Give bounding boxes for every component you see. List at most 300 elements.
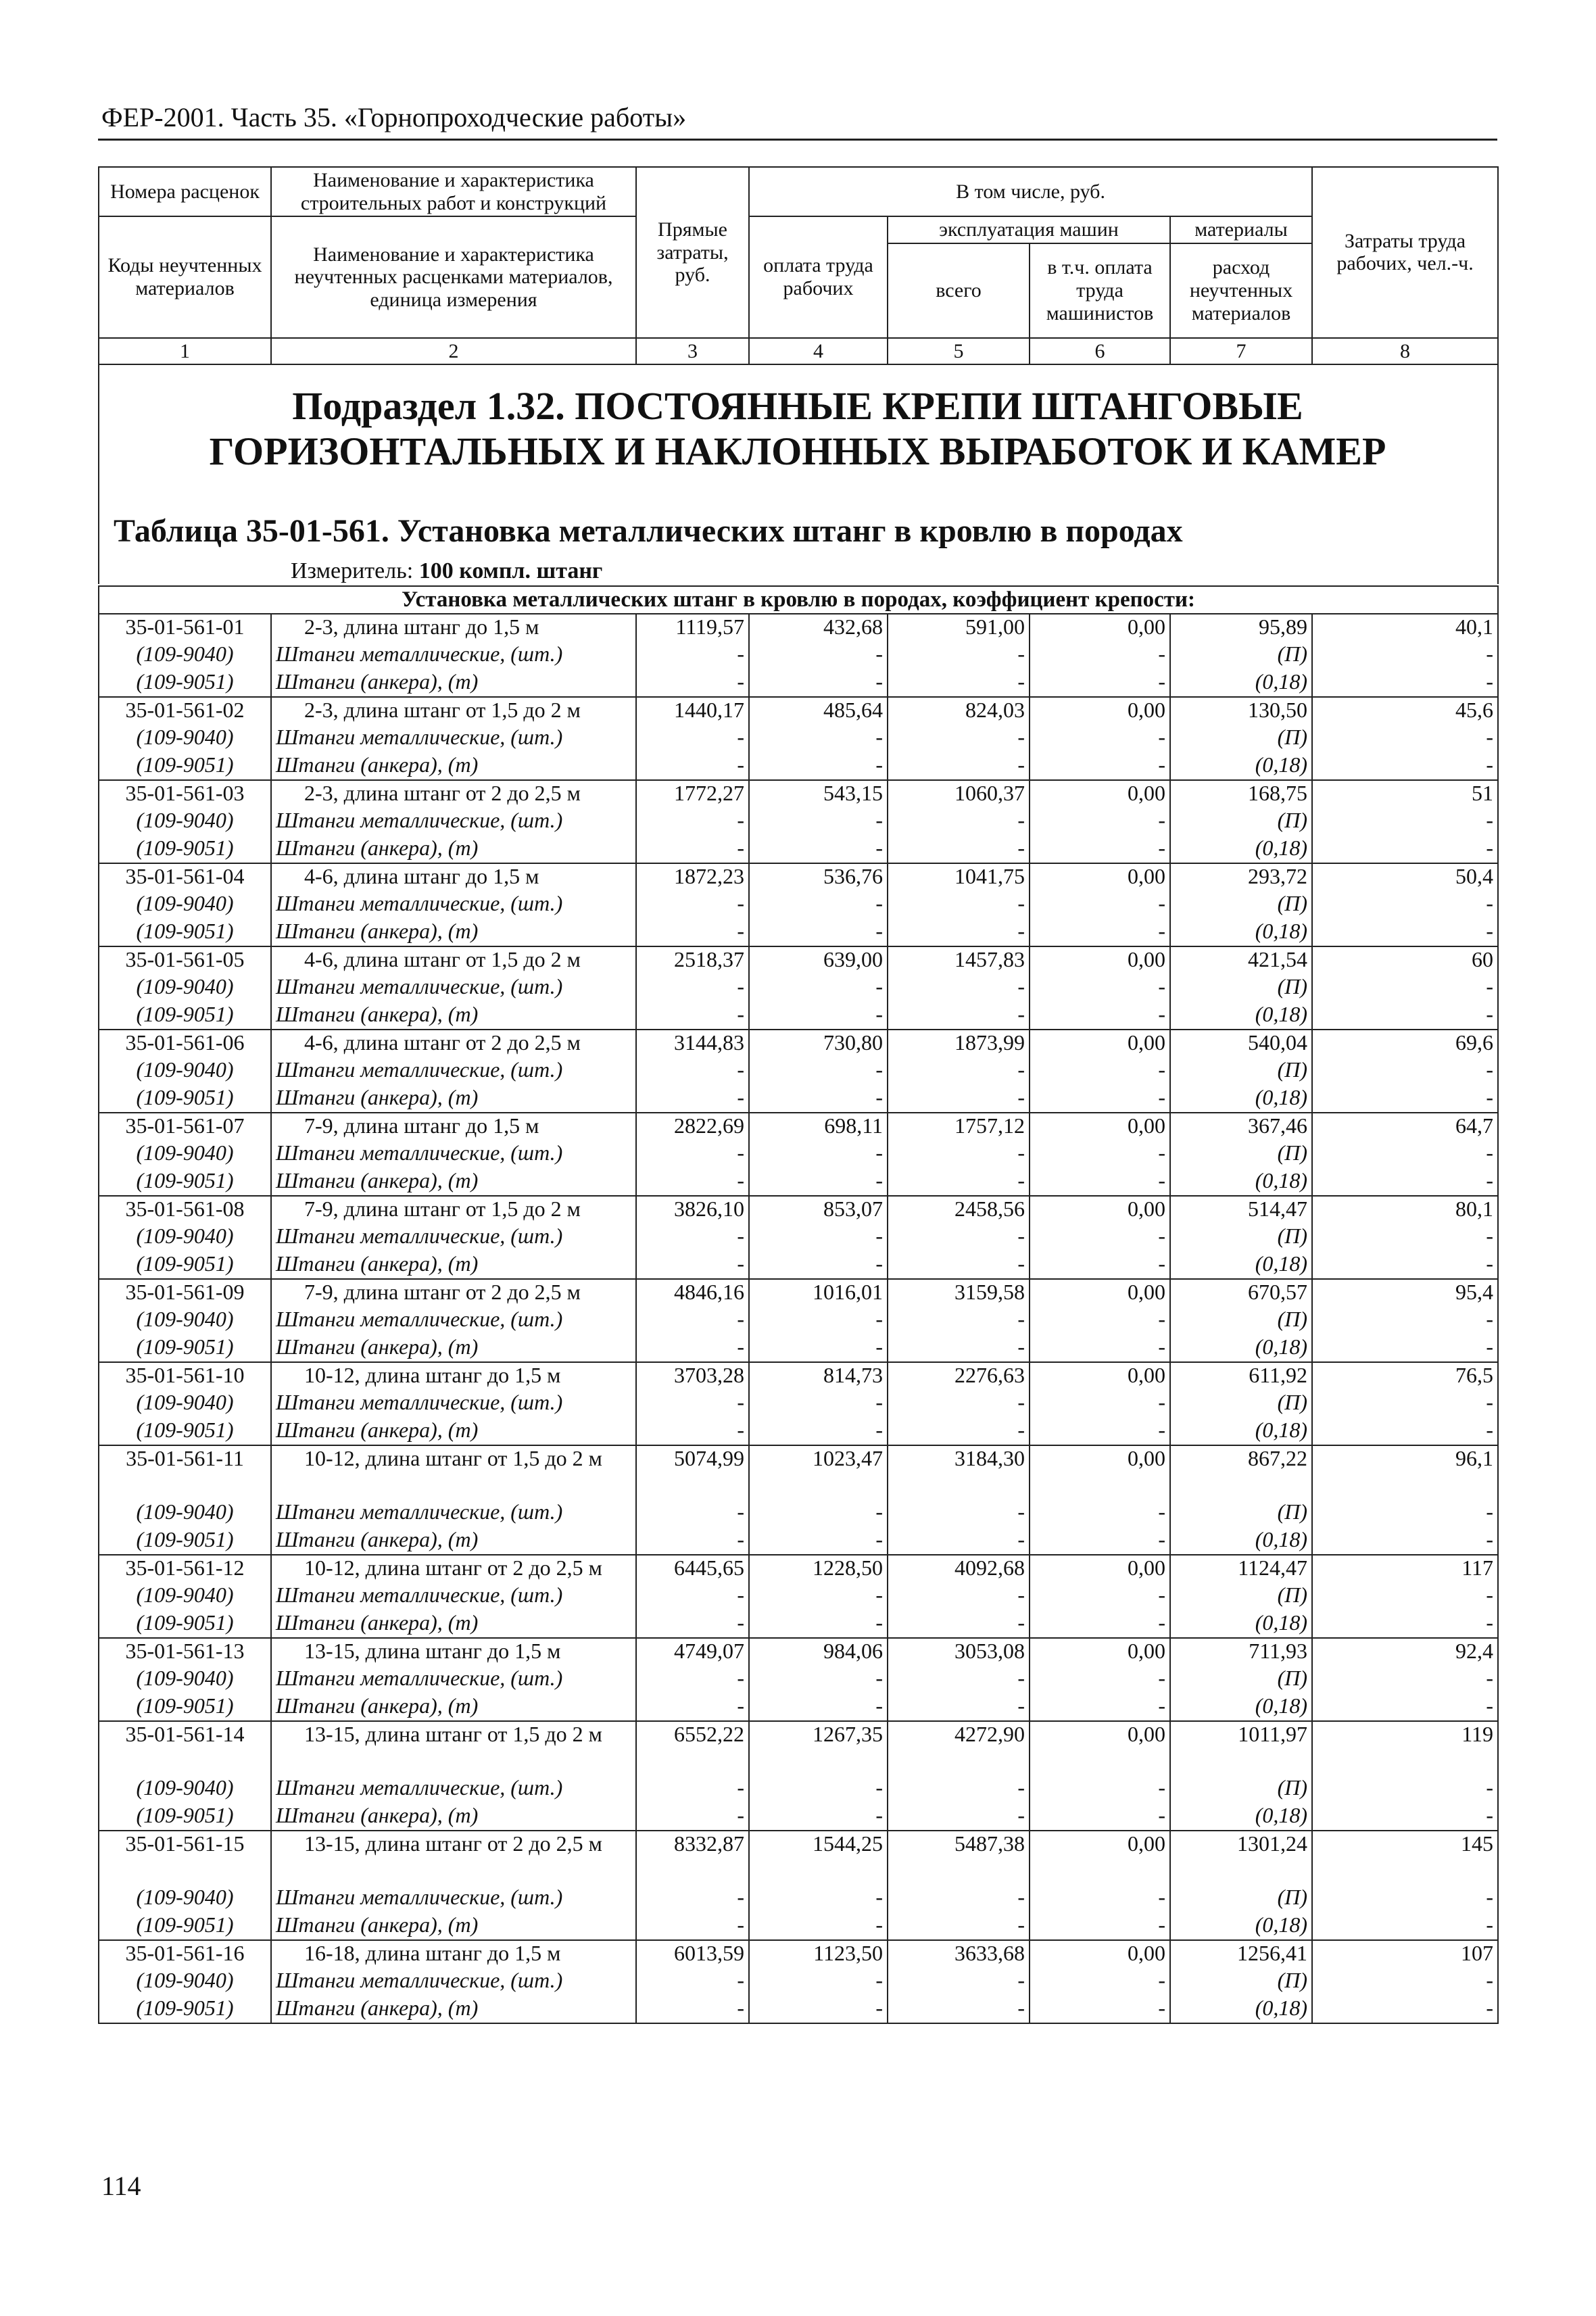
- empty-dash: -: [636, 669, 749, 697]
- empty-dash: -: [888, 919, 1030, 946]
- empty-dash: -: [888, 1085, 1030, 1113]
- machine-total: 2458,56: [888, 1196, 1030, 1224]
- empty-dash: -: [1312, 1583, 1498, 1610]
- empty-dash: -: [749, 1775, 888, 1803]
- labor-pay: 543,15: [749, 780, 888, 808]
- material-code: (109-9040): [99, 1307, 271, 1334]
- material-code: (109-9051): [99, 669, 271, 697]
- machine-labor: 0,00: [1030, 780, 1170, 808]
- rate-code: 35-01-561-04: [99, 863, 271, 891]
- empty-dash: -: [888, 1912, 1030, 1940]
- material-row: [99, 1968, 1498, 1996]
- direct-cost: 6445,65: [636, 1555, 749, 1583]
- empty-dash: -: [636, 1057, 749, 1085]
- labor-hours: 51: [1312, 780, 1498, 808]
- empty-dash: -: [1312, 919, 1498, 946]
- machine-labor: 0,00: [1030, 1721, 1170, 1775]
- header-incl-group: В том числе, руб.: [749, 167, 1312, 216]
- rate-code: 35-01-561-13: [99, 1638, 271, 1666]
- empty-dash: -: [749, 974, 888, 1002]
- empty-dash: -: [636, 1418, 749, 1445]
- direct-cost: 2822,69: [636, 1113, 749, 1140]
- header-number: 8: [1312, 338, 1498, 365]
- material-qty: (П): [1170, 1666, 1312, 1693]
- empty-dash: -: [636, 1583, 749, 1610]
- empty-dash: -: [636, 1140, 749, 1168]
- material-code: (109-9040): [99, 1390, 271, 1418]
- empty-dash: -: [749, 725, 888, 752]
- labor-hours: 117: [1312, 1555, 1498, 1583]
- empty-dash: -: [888, 725, 1030, 752]
- empty-dash: -: [636, 1307, 749, 1334]
- header-col1-bottom: Коды неучтенных материалов: [99, 216, 271, 338]
- rate-name: 13-15, длина штанг от 1,5 до 2 м: [271, 1721, 636, 1775]
- rate-code: 35-01-561-08: [99, 1196, 271, 1224]
- empty-dash: -: [1312, 836, 1498, 863]
- empty-dash: -: [1030, 669, 1170, 697]
- empty-dash: -: [888, 1527, 1030, 1555]
- material-row: [99, 1912, 1498, 1940]
- empty-dash: -: [1030, 919, 1170, 946]
- empty-dash: -: [1030, 1140, 1170, 1168]
- material-name: Штанги (анкера), (т): [271, 919, 636, 946]
- labor-pay: 730,80: [749, 1030, 888, 1057]
- rate-name: 4-6, длина штанг до 1,5 м: [271, 863, 636, 891]
- material-name: Штанги (анкера), (т): [271, 1251, 636, 1279]
- material-qty: (П): [1170, 642, 1312, 669]
- rate-name: 2-3, длина штанг до 1,5 м: [271, 614, 636, 642]
- materials-cost: 293,72: [1170, 863, 1312, 891]
- machine-total: 3053,08: [888, 1638, 1030, 1666]
- empty-dash: -: [1312, 1334, 1498, 1362]
- labor-pay: 1228,50: [749, 1555, 888, 1583]
- empty-dash: -: [888, 642, 1030, 669]
- material-name: Штанги металлические, (шт.): [271, 891, 636, 919]
- machine-total: 3184,30: [888, 1445, 1030, 1499]
- material-qty: (0,18): [1170, 1610, 1312, 1638]
- empty-dash: -: [749, 1085, 888, 1113]
- material-qty: (0,18): [1170, 669, 1312, 697]
- rate-name: 10-12, длина штанг до 1,5 м: [271, 1362, 636, 1390]
- rate-code: 35-01-561-09: [99, 1279, 271, 1307]
- machine-labor: 0,00: [1030, 614, 1170, 642]
- empty-dash: -: [636, 752, 749, 780]
- empty-dash: -: [1312, 725, 1498, 752]
- material-code: (109-9051): [99, 1610, 271, 1638]
- material-row: [99, 1307, 1498, 1334]
- empty-dash: -: [1312, 1390, 1498, 1418]
- material-name: Штанги металлические, (шт.): [271, 1307, 636, 1334]
- header-materials-group: материалы: [1170, 216, 1312, 243]
- empty-dash: -: [888, 836, 1030, 863]
- empty-dash: -: [1030, 974, 1170, 1002]
- material-row: [99, 891, 1498, 919]
- rate-code: 35-01-561-10: [99, 1362, 271, 1390]
- rate-name: 2-3, длина штанг от 1,5 до 2 м: [271, 697, 636, 725]
- machine-labor: 0,00: [1030, 1279, 1170, 1307]
- empty-dash: -: [888, 1775, 1030, 1803]
- empty-dash: -: [749, 752, 888, 780]
- material-code: (109-9051): [99, 1334, 271, 1362]
- material-name: Штанги (анкера), (т): [271, 836, 636, 863]
- rate-name: 4-6, длина штанг от 1,5 до 2 м: [271, 946, 636, 974]
- empty-dash: -: [1030, 1390, 1170, 1418]
- material-code: (109-9040): [99, 1057, 271, 1085]
- empty-dash: -: [1030, 1057, 1170, 1085]
- header-number: 1: [99, 338, 271, 365]
- material-name: Штанги металлические, (шт.): [271, 974, 636, 1002]
- empty-dash: -: [749, 1224, 888, 1251]
- material-code: (109-9040): [99, 642, 271, 669]
- material-qty: (0,18): [1170, 1803, 1312, 1831]
- running-head: ФЕР-2001. Часть 35. «Горнопроходческие работы»: [101, 102, 687, 132]
- labor-hours: 69,6: [1312, 1030, 1498, 1057]
- materials-cost: 711,93: [1170, 1638, 1312, 1666]
- header-number: 2: [271, 338, 636, 365]
- rate-code: 35-01-561-15: [99, 1831, 271, 1885]
- machine-labor: 0,00: [1030, 1196, 1170, 1224]
- rate-row: [99, 1113, 1498, 1140]
- empty-dash: -: [1312, 1693, 1498, 1721]
- empty-dash: -: [1312, 974, 1498, 1002]
- material-row: [99, 836, 1498, 863]
- machine-labor: 0,00: [1030, 946, 1170, 974]
- empty-dash: -: [749, 1885, 888, 1912]
- empty-dash: -: [1312, 752, 1498, 780]
- header-rule: [98, 139, 1497, 141]
- empty-dash: -: [1312, 1002, 1498, 1030]
- direct-cost: 1772,27: [636, 780, 749, 808]
- rate-code: 35-01-561-12: [99, 1555, 271, 1583]
- empty-dash: -: [888, 1224, 1030, 1251]
- machine-total: 3633,68: [888, 1940, 1030, 1968]
- material-name: Штанги (анкера), (т): [271, 1996, 636, 2023]
- empty-dash: -: [636, 1693, 749, 1721]
- empty-dash: -: [636, 891, 749, 919]
- material-row: [99, 1666, 1498, 1693]
- material-qty: (П): [1170, 891, 1312, 919]
- materials-cost: 1256,41: [1170, 1940, 1312, 1968]
- empty-dash: -: [636, 1968, 749, 1996]
- table-title: Таблица 35-01-561. Установка металлических штанг в кровлю в породах: [114, 513, 1183, 549]
- empty-dash: -: [888, 1666, 1030, 1693]
- material-qty: (0,18): [1170, 919, 1312, 946]
- material-name: Штанги металлические, (шт.): [271, 642, 636, 669]
- empty-dash: -: [636, 1002, 749, 1030]
- direct-cost: 4846,16: [636, 1279, 749, 1307]
- material-qty: (0,18): [1170, 1912, 1312, 1940]
- material-qty: (П): [1170, 1968, 1312, 1996]
- empty-dash: -: [749, 1334, 888, 1362]
- empty-dash: -: [1030, 1334, 1170, 1362]
- machine-labor: 0,00: [1030, 1113, 1170, 1140]
- material-row: [99, 808, 1498, 836]
- empty-dash: -: [636, 1390, 749, 1418]
- header-col4: оплата труда рабочих: [749, 216, 888, 338]
- machine-labor: 0,00: [1030, 1638, 1170, 1666]
- header-machines-group: эксплуатация машин: [888, 216, 1170, 243]
- materials-cost: 670,57: [1170, 1279, 1312, 1307]
- empty-dash: -: [888, 1334, 1030, 1362]
- material-name: Штанги (анкера), (т): [271, 1693, 636, 1721]
- empty-dash: -: [1030, 1527, 1170, 1555]
- header-col1-top: Номера расценок: [99, 167, 271, 216]
- material-row: [99, 919, 1498, 946]
- labor-pay: 432,68: [749, 614, 888, 642]
- materials-cost: 1011,97: [1170, 1721, 1312, 1775]
- material-name: Штанги (анкера), (т): [271, 1418, 636, 1445]
- empty-dash: -: [1030, 1224, 1170, 1251]
- rate-code: 35-01-561-16: [99, 1940, 271, 1968]
- header-number: 4: [749, 338, 888, 365]
- empty-dash: -: [1312, 1912, 1498, 1940]
- material-code: (109-9040): [99, 1140, 271, 1168]
- empty-dash: -: [1312, 1418, 1498, 1445]
- machine-total: 3159,58: [888, 1279, 1030, 1307]
- empty-dash: -: [1312, 1251, 1498, 1279]
- machine-labor: 0,00: [1030, 697, 1170, 725]
- empty-dash: -: [749, 1912, 888, 1940]
- empty-dash: -: [1030, 1968, 1170, 1996]
- material-qty: (П): [1170, 974, 1312, 1002]
- header-col5: всего: [888, 243, 1030, 338]
- material-qty: (0,18): [1170, 752, 1312, 780]
- rate-name: 13-15, длина штанг от 2 до 2,5 м: [271, 1831, 636, 1885]
- direct-cost: 2518,37: [636, 946, 749, 974]
- material-row: [99, 1168, 1498, 1196]
- material-code: (109-9051): [99, 1085, 271, 1113]
- machine-labor: 0,00: [1030, 1831, 1170, 1885]
- empty-dash: -: [749, 1002, 888, 1030]
- empty-dash: -: [888, 1307, 1030, 1334]
- material-code: (109-9040): [99, 1775, 271, 1803]
- empty-dash: -: [749, 1996, 888, 2023]
- empty-dash: -: [888, 1693, 1030, 1721]
- material-row: [99, 1251, 1498, 1279]
- empty-dash: -: [636, 1251, 749, 1279]
- materials-cost: 1301,24: [1170, 1831, 1312, 1885]
- labor-pay: 536,76: [749, 863, 888, 891]
- material-row: [99, 1885, 1498, 1912]
- direct-cost: 6552,22: [636, 1721, 749, 1775]
- labor-hours: 119: [1312, 1721, 1498, 1775]
- machine-labor: 0,00: [1030, 863, 1170, 891]
- materials-cost: 611,92: [1170, 1362, 1312, 1390]
- material-row: [99, 1390, 1498, 1418]
- empty-dash: -: [749, 1168, 888, 1196]
- rate-row: [99, 946, 1498, 974]
- empty-dash: -: [1030, 1251, 1170, 1279]
- direct-cost: 1119,57: [636, 614, 749, 642]
- material-name: Штанги (анкера), (т): [271, 1085, 636, 1113]
- material-row: [99, 642, 1498, 669]
- rate-name: 4-6, длина штанг от 2 до 2,5 м: [271, 1030, 636, 1057]
- rate-row: [99, 1279, 1498, 1307]
- empty-dash: -: [888, 1996, 1030, 2023]
- rate-row: [99, 780, 1498, 808]
- direct-cost: 4749,07: [636, 1638, 749, 1666]
- direct-cost: 1872,23: [636, 863, 749, 891]
- direct-cost: 3144,83: [636, 1030, 749, 1057]
- material-qty: (П): [1170, 1499, 1312, 1527]
- rate-code: 35-01-561-11: [99, 1445, 271, 1499]
- empty-dash: -: [749, 919, 888, 946]
- material-qty: (0,18): [1170, 1693, 1312, 1721]
- machine-labor: 0,00: [1030, 1555, 1170, 1583]
- material-name: Штанги (анкера), (т): [271, 1803, 636, 1831]
- labor-pay: 1016,01: [749, 1279, 888, 1307]
- rates-table: [98, 585, 1499, 2024]
- machine-total: 4272,90: [888, 1721, 1030, 1775]
- material-qty: (0,18): [1170, 1085, 1312, 1113]
- empty-dash: -: [1030, 1168, 1170, 1196]
- header-col2-bottom: Наименование и характеристика неучтенных расценками материалов, единица измерения: [271, 216, 636, 338]
- material-qty: (П): [1170, 808, 1312, 836]
- empty-dash: -: [749, 669, 888, 697]
- empty-dash: -: [888, 1499, 1030, 1527]
- material-qty: (0,18): [1170, 1334, 1312, 1362]
- empty-dash: -: [749, 808, 888, 836]
- material-name: Штанги металлические, (шт.): [271, 725, 636, 752]
- rate-name: 13-15, длина штанг до 1,5 м: [271, 1638, 636, 1666]
- empty-dash: -: [1030, 1885, 1170, 1912]
- rate-row: [99, 1831, 1498, 1885]
- empty-dash: -: [1030, 1583, 1170, 1610]
- empty-dash: -: [1312, 1085, 1498, 1113]
- empty-dash: -: [888, 1140, 1030, 1168]
- empty-dash: -: [1312, 808, 1498, 836]
- material-name: Штанги металлические, (шт.): [271, 1968, 636, 1996]
- material-row: [99, 1224, 1498, 1251]
- column-header-table: [98, 166, 1499, 365]
- material-row: [99, 1057, 1498, 1085]
- material-name: Штанги металлические, (шт.): [271, 1583, 636, 1610]
- empty-dash: -: [636, 836, 749, 863]
- empty-dash: -: [1312, 1499, 1498, 1527]
- empty-dash: -: [888, 669, 1030, 697]
- machine-labor: 0,00: [1030, 1030, 1170, 1057]
- empty-dash: -: [888, 1885, 1030, 1912]
- empty-dash: -: [1312, 669, 1498, 697]
- material-qty: (П): [1170, 1307, 1312, 1334]
- materials-cost: 168,75: [1170, 780, 1312, 808]
- empty-dash: -: [749, 642, 888, 669]
- material-qty: (П): [1170, 1140, 1312, 1168]
- empty-dash: -: [1030, 1996, 1170, 2023]
- rate-row: [99, 697, 1498, 725]
- empty-dash: -: [1030, 1499, 1170, 1527]
- material-row: [99, 1527, 1498, 1555]
- empty-dash: -: [1030, 1803, 1170, 1831]
- empty-dash: -: [636, 1499, 749, 1527]
- empty-dash: -: [1030, 1912, 1170, 1940]
- empty-dash: -: [888, 1583, 1030, 1610]
- materials-cost: 867,22: [1170, 1445, 1312, 1499]
- labor-hours: 80,1: [1312, 1196, 1498, 1224]
- material-row: [99, 669, 1498, 697]
- material-code: (109-9051): [99, 1168, 271, 1196]
- rate-name: 7-9, длина штанг от 1,5 до 2 м: [271, 1196, 636, 1224]
- empty-dash: -: [749, 1251, 888, 1279]
- empty-dash: -: [636, 725, 749, 752]
- material-qty: (П): [1170, 725, 1312, 752]
- material-name: Штанги металлические, (шт.): [271, 1499, 636, 1527]
- machine-total: 5487,38: [888, 1831, 1030, 1885]
- material-code: (109-9051): [99, 1527, 271, 1555]
- labor-pay: 984,06: [749, 1638, 888, 1666]
- materials-cost: 540,04: [1170, 1030, 1312, 1057]
- rate-row: [99, 614, 1498, 642]
- material-code: (109-9040): [99, 1224, 271, 1251]
- empty-dash: -: [636, 1912, 749, 1940]
- empty-dash: -: [1030, 1307, 1170, 1334]
- material-code: (109-9040): [99, 1968, 271, 1996]
- material-qty: (П): [1170, 1775, 1312, 1803]
- labor-pay: 814,73: [749, 1362, 888, 1390]
- material-row: [99, 1002, 1498, 1030]
- material-qty: (П): [1170, 1583, 1312, 1610]
- material-code: (109-9051): [99, 752, 271, 780]
- material-code: (109-9040): [99, 725, 271, 752]
- material-qty: (0,18): [1170, 836, 1312, 863]
- labor-hours: 95,4: [1312, 1279, 1498, 1307]
- empty-dash: -: [888, 1057, 1030, 1085]
- header-col3: Прямые затраты, руб.: [636, 167, 749, 338]
- empty-dash: -: [1312, 1803, 1498, 1831]
- direct-cost: 1440,17: [636, 697, 749, 725]
- material-name: Штанги (анкера), (т): [271, 1610, 636, 1638]
- material-code: (109-9051): [99, 1418, 271, 1445]
- material-row: [99, 1418, 1498, 1445]
- empty-dash: -: [888, 1251, 1030, 1279]
- material-qty: (0,18): [1170, 1002, 1312, 1030]
- empty-dash: -: [1030, 1085, 1170, 1113]
- empty-dash: -: [888, 1610, 1030, 1638]
- material-name: Штанги (анкера), (т): [271, 669, 636, 697]
- rate-row: [99, 1445, 1498, 1499]
- empty-dash: -: [888, 1968, 1030, 1996]
- empty-dash: -: [888, 808, 1030, 836]
- empty-dash: -: [636, 1666, 749, 1693]
- material-row: [99, 1085, 1498, 1113]
- rate-code: 35-01-561-06: [99, 1030, 271, 1057]
- material-row: [99, 1803, 1498, 1831]
- rate-code: 35-01-561-07: [99, 1113, 271, 1140]
- materials-cost: 367,46: [1170, 1113, 1312, 1140]
- material-name: Штанги (анкера), (т): [271, 752, 636, 780]
- empty-dash: -: [636, 1775, 749, 1803]
- material-row: [99, 1583, 1498, 1610]
- empty-dash: -: [636, 919, 749, 946]
- empty-dash: -: [1030, 642, 1170, 669]
- labor-pay: 698,11: [749, 1113, 888, 1140]
- rate-row: [99, 1721, 1498, 1775]
- header-col7: расход неучтенных материалов: [1170, 243, 1312, 338]
- material-qty: (П): [1170, 1390, 1312, 1418]
- rate-row: [99, 863, 1498, 891]
- labor-pay: 485,64: [749, 697, 888, 725]
- machine-total: 1873,99: [888, 1030, 1030, 1057]
- rate-name: 10-12, длина штанг от 2 до 2,5 м: [271, 1555, 636, 1583]
- empty-dash: -: [888, 1168, 1030, 1196]
- material-row: [99, 1334, 1498, 1362]
- header-number: 6: [1030, 338, 1170, 365]
- material-qty: (П): [1170, 1057, 1312, 1085]
- material-code: (109-9040): [99, 1885, 271, 1912]
- rate-name: 16-18, длина штанг до 1,5 м: [271, 1940, 636, 1968]
- material-row: [99, 1693, 1498, 1721]
- empty-dash: -: [749, 1693, 888, 1721]
